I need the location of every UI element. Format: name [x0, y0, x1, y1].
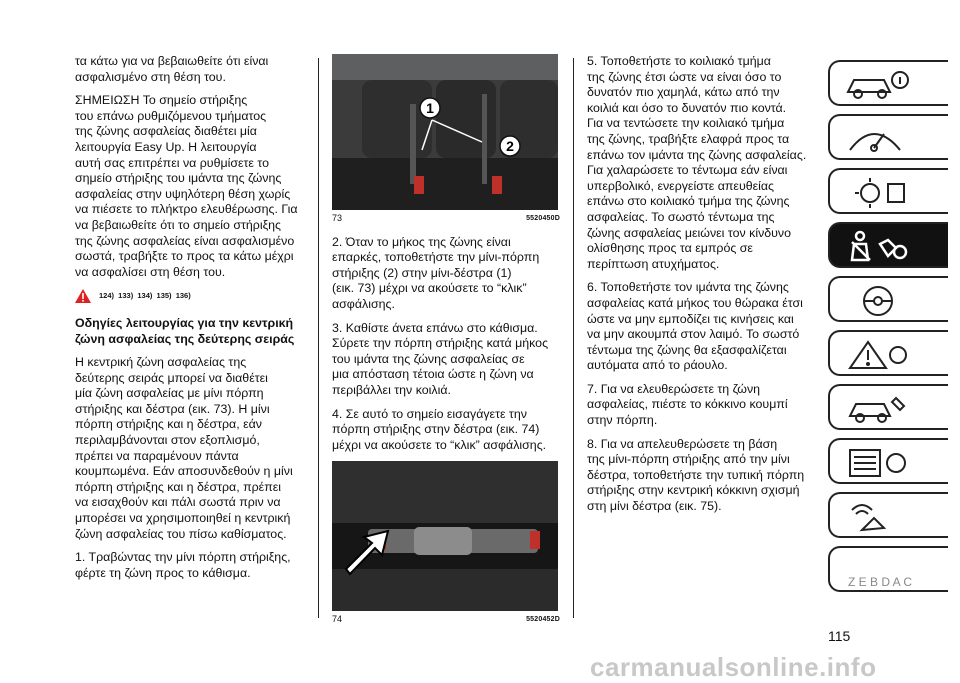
- column-2: [332, 54, 560, 636]
- column-1: [75, 54, 307, 589]
- section-heading: Οδηγίες λειτουργίας για την κεντρική ζώνη ασφαλείας της δεύτερης σειράς: [75, 315, 295, 346]
- note-paragraph: ΣΗΜΕΙΩΣΗ Το σημείο στήριξης του επάνω ρυθμιζόμενου τμήματος της ζώνης ασφαλείας διαθέτει μία λειτουργία Easy Up. Η λειτουργία αυτή σας επιτρέπει να ρυθμίσετε το σημείο στήριξης του ιμάντα της ζώνης ασφαλείας στην υψηλότερη θέση χωρίς να πιέσετε το πλήκτρο ελευθέρωσης. Για να βεβαιωθείτε ότι το σημείο στήριξης της ζώνης ασφαλείας είναι ασφαλισμένο σωστά, τραβήξτε το προς τα κάτω μέχρι να ασφαλίσει στη θέση του.: [75, 93, 298, 279]
- column-3: [587, 54, 815, 523]
- warning-triangle-icon: [75, 289, 91, 303]
- tab-steering-wheel[interactable]: [828, 276, 948, 322]
- multimedia-icon: [844, 500, 914, 534]
- callout-2: 2: [506, 138, 514, 154]
- tab-maintenance[interactable]: [828, 438, 948, 484]
- paragraph: 5. Τοποθετήστε το κοιλιακό τμήμα της ζώνης έτσι ώστε να είναι όσο το δυνατόν πιο χαμηλά, κάτω από την κοιλιά και όσο το δυνατόν πιο κοντά. Για να τεντώσετε την κοιλιακό τμήμα της ζώνης, τραβήξτε ελαφρά προς τα επάνω τον ιμάντα της ζώνης ασφαλείας. Για χαλαρώσετε το τέντωμα εάν είναι υπερβολικό, ενεργείστε απευθείας επάνω στο κοιλιακό τμήμα της ζώνης ασφαλείας. Το σωστό τέντωμα της ζώνης ασφαλείας μειώνει τον κίνδυνο ολίσθησης προς τα εμπρός σε περίπτωση ατυχήματος.: [587, 54, 807, 271]
- callout-1: 1: [426, 100, 434, 116]
- warning-refs: [75, 288, 307, 304]
- buckle-illustration: [332, 461, 558, 611]
- car-service-icon: [844, 392, 914, 426]
- seatbelt-airbag-icon: [844, 230, 914, 264]
- paragraph: 8. Για να απελευθερώσετε τη βάση της μίνι-πόρπη στήριξης από την μίνι δέστρα, τοποθετήστε την τυπική πόρπη στήριξης στην κεντρική κόκκινη σχισμή στη μίνι δέστρα (εικ. 75).: [587, 436, 805, 514]
- figure-74-caption: [332, 612, 560, 628]
- paragraph: τα κάτω για να βεβαιωθείτε ότι είναι ασφαλισμένο στη θέση του.: [75, 54, 269, 84]
- figure-code: 5520452D: [526, 616, 560, 624]
- figure-number: 74: [332, 614, 343, 625]
- paragraph: 4. Σε αυτό το σημείο εισαγάγετε την πόρπη στήριξης στην δέστρα (εικ. 74) μέχρι να ακούσετε το “κλικ” ασφάλισης.: [332, 406, 547, 452]
- maintenance-checklist-icon: [844, 446, 914, 480]
- tab-index[interactable]: [828, 546, 948, 592]
- column-divider: [573, 58, 574, 618]
- tab-lights[interactable]: [828, 168, 948, 214]
- figure-73-caption: [332, 211, 560, 227]
- lights-icon: [844, 176, 914, 210]
- steering-wheel-icon: [844, 284, 914, 318]
- paragraph: 7. Για να ελευθερώσετε τη ζώνη ασφαλείας, πιέστε το κόκκινο κουμπί στην πόρπη.: [587, 381, 788, 428]
- tab-dashboard-lights[interactable]: [828, 114, 948, 160]
- warning-triangle-icon: [844, 338, 914, 372]
- warning-refs-text: 124) 133) 134) 135) 136): [99, 291, 191, 301]
- dashboard-lights-icon: [844, 122, 914, 156]
- paragraph: 2. Όταν το μήκος της ζώνης είναι επαρκές, τοποθετήστε την μίνι-πόρπη στήριξης (2) στην μίνι-δέστρα (1) (εικ. 73) μέχρι να ακούσετε το “κλικ” ασφάλισης.: [332, 234, 540, 311]
- paragraph: 1. Τραβώντας την μίνι πόρπη στήριξης, φέρτε τη ζώνη προς το κάθισμα.: [75, 550, 291, 580]
- tab-seatbelt-airbag[interactable]: [828, 222, 948, 268]
- figure-74-photo: [332, 461, 558, 611]
- column-divider: [318, 58, 319, 618]
- paragraph: Η κεντρική ζώνη ασφαλείας της δεύτερης σειράς μπορεί να διαθέτει μία ζώνη ασφαλείας με μίνι πόρπη στήριξης και δέστρα (εικ. 73). Η μίνι πόρπη στήριξης και η δέστρα, εάν περιλαμβάνονται στον εξοπλισμό, πρέπει να παραμένουν πάντα κουμπωμένα. Εάν αποσυνδεθούν η μίνι πόρπη στήριξης και η δέστρα, πρέπει να εισαχθούν και πάλι σωστά πριν να μπορέσει να χρησιμοποιηθεί η κεντρική ζώνη ασφαλείας του πίσω καθίσματος.: [75, 355, 293, 541]
- watermark: carmanualsonline.info: [590, 652, 877, 682]
- tab-car-info[interactable]: [828, 60, 948, 106]
- figure-number: 73: [332, 213, 343, 223]
- tab-car-service[interactable]: [828, 384, 948, 430]
- figure-code: 5520450D: [526, 215, 560, 222]
- tab-multimedia[interactable]: [828, 492, 948, 538]
- figure-73-photo: [332, 54, 558, 210]
- index-letters-icon: [844, 554, 914, 588]
- rear-seat-illustration: [332, 54, 558, 210]
- car-info-icon: [844, 68, 914, 102]
- tab-warning[interactable]: [828, 330, 948, 376]
- paragraph: 6. Τοποθετήστε τον ιμάντα της ζώνης ασφαλείας κατά μήκος του θώρακα έτσι ώστε να μην εμποδίζει τις κινήσεις και να μην ακουμπά στον λαιμό. Το σωστό τέντωμα της ζώνης θα εξασφαλίζεται αυτόματα από το ράουλο.: [587, 280, 803, 373]
- index-letters-text: Z E B D A C: [848, 575, 913, 588]
- page-number: 115: [828, 628, 851, 644]
- paragraph: 3. Καθίστε άνετα επάνω στο κάθισμα. Σύρετε την πόρπη στήριξης κατά μήκος του ιμάντα της ζώνης ασφαλείας σε μια απόσταση τέτοια ώστε η ζώνη να περιβάλλει την κοιλιά.: [332, 320, 549, 397]
